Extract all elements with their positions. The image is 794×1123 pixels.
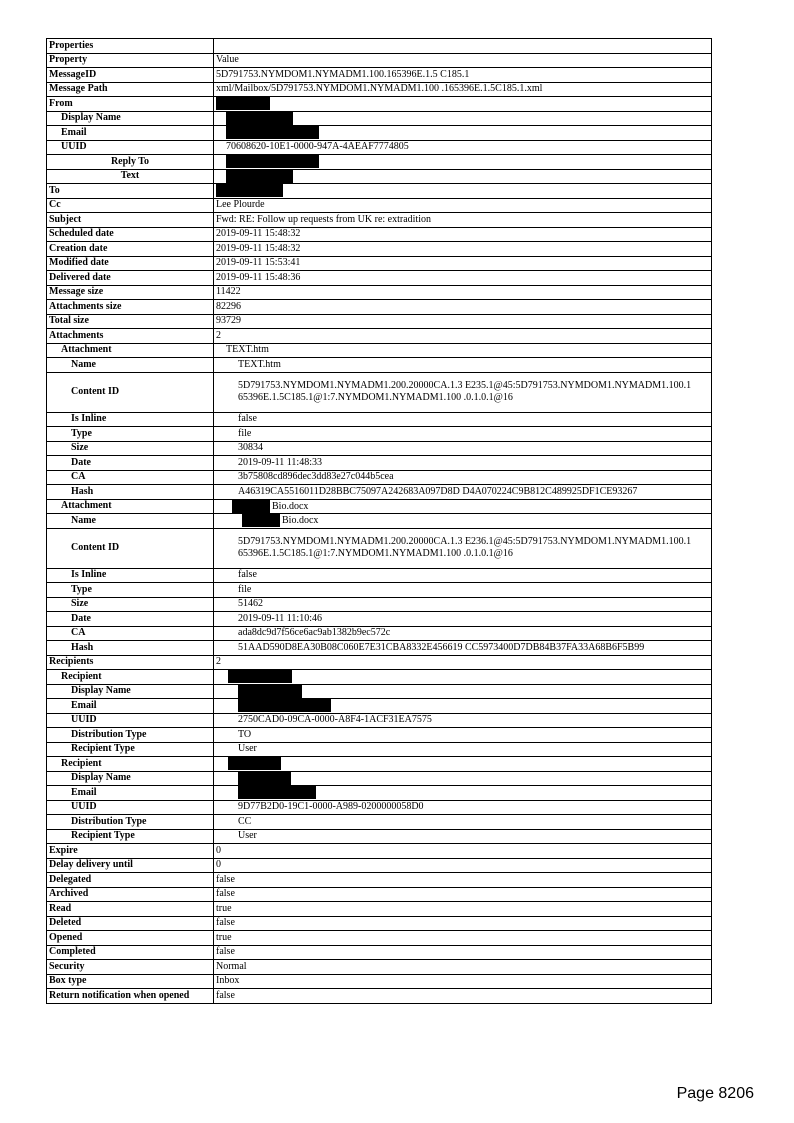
property-row <box>47 597 712 612</box>
property-name: Attachments size <box>47 300 214 315</box>
property-row <box>47 285 712 300</box>
property-row <box>47 111 712 126</box>
property-row <box>47 184 712 199</box>
property-name: Recipients <box>47 655 214 670</box>
property-value-text: 5D791753.NYMDOM1.NYMADM1.100.165396E.1.5 C185.1 <box>216 68 470 80</box>
property-row <box>47 800 712 815</box>
property-value-text: true <box>216 902 232 914</box>
property-row <box>47 757 712 772</box>
property-name: Is Inline <box>47 412 214 427</box>
property-value-text: 30834 <box>238 442 263 454</box>
property-name: Security <box>47 960 214 975</box>
redaction-bar <box>216 97 270 110</box>
property-value <box>214 271 712 286</box>
property-value <box>214 343 712 358</box>
property-name: Return notification when opened <box>47 989 214 1004</box>
property-row <box>47 271 712 286</box>
redaction-bar <box>226 170 293 183</box>
property-value-text: 0 <box>216 859 221 871</box>
property-name: Deleted <box>47 916 214 931</box>
redaction-bar <box>242 514 280 527</box>
property-row <box>47 82 712 97</box>
property-name: Type <box>47 583 214 598</box>
property-row <box>47 945 712 960</box>
property-value-text: Bio.docx <box>282 515 319 527</box>
property-value-text: Bio.docx <box>272 500 309 512</box>
property-row <box>47 300 712 315</box>
property-row <box>47 771 712 786</box>
property-name: CA <box>47 470 214 485</box>
property-value-text: Value <box>216 54 239 66</box>
property-row <box>47 412 712 427</box>
property-name: Attachment <box>47 499 214 514</box>
property-row <box>47 155 712 170</box>
property-row <box>47 670 712 685</box>
property-value-text: TEXT.htm <box>238 358 281 370</box>
property-value <box>214 514 712 529</box>
property-value-text: 0 <box>216 844 221 856</box>
property-row <box>47 528 712 568</box>
property-name: Is Inline <box>47 568 214 583</box>
redaction-bar <box>226 126 319 139</box>
property-value-text: 2750CAD0-09CA-0000-A8F4-1ACF31EA7575 <box>238 714 432 726</box>
property-value-text: ada8dc9d7f56ce6ac9ab1382b9ec572c <box>238 627 391 639</box>
property-value-text: 82296 <box>216 300 241 312</box>
property-value <box>214 485 712 500</box>
property-value-text: file <box>238 583 252 595</box>
property-value <box>214 829 712 844</box>
property-value <box>214 960 712 975</box>
property-value <box>214 786 712 801</box>
redaction-bar <box>238 699 331 712</box>
property-row <box>47 641 712 656</box>
property-value-text: Normal <box>216 960 247 972</box>
redaction-bar <box>226 112 293 125</box>
property-value-text: User <box>238 743 257 755</box>
property-row <box>47 39 712 54</box>
property-row <box>47 786 712 801</box>
property-value <box>214 641 712 656</box>
property-row <box>47 902 712 917</box>
property-value <box>214 815 712 830</box>
property-value <box>214 728 712 743</box>
property-name: Message size <box>47 285 214 300</box>
property-name: UUID <box>47 713 214 728</box>
property-value <box>214 372 712 412</box>
property-name: Attachments <box>47 329 214 344</box>
property-name: Email <box>47 126 214 141</box>
property-value <box>214 412 712 427</box>
property-value-text: false <box>216 888 235 900</box>
redaction-bar <box>228 757 281 770</box>
property-value-text: 93729 <box>216 315 241 327</box>
property-name: Message Path <box>47 82 214 97</box>
property-value <box>214 427 712 442</box>
property-value-text: User <box>238 830 257 842</box>
property-value-text: false <box>238 413 257 425</box>
property-name: Expire <box>47 844 214 859</box>
property-row <box>47 974 712 989</box>
redaction-bar <box>228 670 292 683</box>
property-value <box>214 329 712 344</box>
property-name: Archived <box>47 887 214 902</box>
property-value <box>214 441 712 456</box>
property-name: Opened <box>47 931 214 946</box>
property-value-text: 3b75808cd896dec3dd83e27c044b5cea <box>238 471 394 483</box>
property-row <box>47 213 712 228</box>
property-row <box>47 858 712 873</box>
property-value-text: file <box>238 427 252 439</box>
property-row <box>47 499 712 514</box>
property-value <box>214 858 712 873</box>
property-name: Email <box>47 786 214 801</box>
property-row <box>47 227 712 242</box>
property-row <box>47 844 712 859</box>
property-name: Box type <box>47 974 214 989</box>
property-name: UUID <box>47 800 214 815</box>
property-name: Size <box>47 597 214 612</box>
property-row <box>47 583 712 598</box>
property-name: Text <box>47 169 214 184</box>
property-value <box>214 800 712 815</box>
property-value <box>214 931 712 946</box>
property-value <box>214 612 712 627</box>
property-name: Display Name <box>47 111 214 126</box>
property-value <box>214 626 712 641</box>
property-value <box>214 184 712 199</box>
property-name: Delivered date <box>47 271 214 286</box>
property-value <box>214 568 712 583</box>
property-value-text: false <box>216 946 235 958</box>
property-row <box>47 655 712 670</box>
property-row <box>47 612 712 627</box>
property-row <box>47 684 712 699</box>
properties-table <box>46 38 712 1004</box>
property-value <box>214 699 712 714</box>
property-row <box>47 815 712 830</box>
property-name: Size <box>47 441 214 456</box>
property-value-text: 51462 <box>238 598 263 610</box>
property-row <box>47 441 712 456</box>
property-value-text: 2019-09-11 11:10:46 <box>238 612 322 624</box>
property-name: Name <box>47 514 214 529</box>
property-value <box>214 597 712 612</box>
property-row <box>47 470 712 485</box>
property-value <box>214 528 712 568</box>
property-value <box>214 285 712 300</box>
property-row <box>47 456 712 471</box>
property-name: Type <box>47 427 214 442</box>
property-value <box>214 140 712 155</box>
property-value-text: 2019-09-11 15:53:41 <box>216 257 301 269</box>
property-name: Properties <box>47 39 214 54</box>
property-row <box>47 242 712 257</box>
property-value-text: 2019-09-11 15:48:32 <box>216 242 301 254</box>
property-name: Recipient Type <box>47 742 214 757</box>
property-value-text: A46319CA5516011D28BBC75097A242683A097D8D D4A070224C9B812C489925DF1CE93267 <box>238 485 638 497</box>
property-value <box>214 902 712 917</box>
property-name: Recipient Type <box>47 829 214 844</box>
redaction-bar <box>238 685 302 698</box>
property-name: Date <box>47 456 214 471</box>
property-value <box>214 873 712 888</box>
property-value <box>214 256 712 271</box>
property-row <box>47 358 712 373</box>
property-value-text: 11422 <box>216 286 241 298</box>
property-value-text: 2 <box>216 656 221 668</box>
property-value-text: xml/Mailbox/5D791753.NYMDOM1.NYMADM1.100 .165396E.1.5C185.1.xml <box>216 83 543 95</box>
property-row <box>47 887 712 902</box>
property-row <box>47 514 712 529</box>
property-row <box>47 626 712 641</box>
property-name: Email <box>47 699 214 714</box>
property-value <box>214 989 712 1004</box>
property-name: Hash <box>47 641 214 656</box>
property-row <box>47 728 712 743</box>
property-value-text: 2 <box>216 329 221 341</box>
property-value <box>214 198 712 213</box>
property-name: Display Name <box>47 771 214 786</box>
property-name: Date <box>47 612 214 627</box>
property-value <box>214 111 712 126</box>
property-name: Recipient <box>47 757 214 772</box>
property-value <box>214 82 712 97</box>
property-row <box>47 485 712 500</box>
property-name: Content ID <box>47 372 214 412</box>
page-number: Page 8206 <box>676 1085 754 1102</box>
property-name: Distribution Type <box>47 815 214 830</box>
property-name: Attachment <box>47 343 214 358</box>
property-value-text: TO <box>238 728 252 740</box>
property-row <box>47 68 712 83</box>
property-row <box>47 372 712 412</box>
property-row <box>47 198 712 213</box>
property-name: Property <box>47 53 214 68</box>
property-value <box>214 53 712 68</box>
property-value-text: 2019-09-11 11:48:33 <box>238 456 322 468</box>
property-name: From <box>47 97 214 112</box>
property-value <box>214 713 712 728</box>
property-value <box>214 155 712 170</box>
property-value <box>214 242 712 257</box>
property-value <box>214 39 712 54</box>
property-name: Completed <box>47 945 214 960</box>
property-row <box>47 829 712 844</box>
property-name: Content ID <box>47 528 214 568</box>
property-row <box>47 931 712 946</box>
property-value <box>214 213 712 228</box>
property-name: Total size <box>47 314 214 329</box>
property-row <box>47 314 712 329</box>
property-value <box>214 169 712 184</box>
property-value <box>214 844 712 859</box>
property-value <box>214 470 712 485</box>
property-value-text: false <box>216 989 235 1001</box>
property-value <box>214 742 712 757</box>
property-name: Display Name <box>47 684 214 699</box>
property-name: Hash <box>47 485 214 500</box>
property-value <box>214 68 712 83</box>
property-name: MessageID <box>47 68 214 83</box>
property-value <box>214 916 712 931</box>
property-value <box>214 227 712 242</box>
property-value <box>214 499 712 514</box>
property-row <box>47 427 712 442</box>
property-row <box>47 989 712 1004</box>
property-name: Cc <box>47 198 214 213</box>
property-value <box>214 583 712 598</box>
property-value-text: Inbox <box>216 975 240 987</box>
property-value-text: CC <box>238 815 252 827</box>
property-value-text: 5D791753.NYMDOM1.NYMADM1.200.20000CA.1.3 E236.1@45:5D791753.NYMDOM1.NYMADM1.100.1 65396E.1.5C185.1@1:7.NYMDOM1.NYMADM1.100 .0.1.0.1@16 <box>238 535 692 559</box>
property-value-text: Lee Plourde <box>216 199 265 211</box>
property-row <box>47 873 712 888</box>
property-value <box>214 300 712 315</box>
property-value-text: 9D77B2D0-19C1-0000-A989-0200000058D0 <box>238 801 424 813</box>
property-name: Name <box>47 358 214 373</box>
redaction-bar <box>238 786 316 799</box>
property-value-text: 2019-09-11 15:48:32 <box>216 228 301 240</box>
property-value-text: Fwd: RE: Follow up requests from UK re: extradition <box>216 213 431 225</box>
property-name: Subject <box>47 213 214 228</box>
property-name: Read <box>47 902 214 917</box>
property-value <box>214 757 712 772</box>
property-value <box>214 97 712 112</box>
property-row <box>47 713 712 728</box>
property-row <box>47 53 712 68</box>
property-row <box>47 169 712 184</box>
property-value-text: false <box>216 917 235 929</box>
property-row <box>47 568 712 583</box>
property-row <box>47 916 712 931</box>
property-name: Delay delivery until <box>47 858 214 873</box>
property-value <box>214 945 712 960</box>
property-name: Delegated <box>47 873 214 888</box>
property-value-text: false <box>216 873 235 885</box>
property-value-text: true <box>216 931 232 943</box>
property-name: UUID <box>47 140 214 155</box>
property-value <box>214 358 712 373</box>
property-value <box>214 126 712 141</box>
property-name: CA <box>47 626 214 641</box>
property-value-text: TEXT.htm <box>226 344 269 356</box>
redaction-bar <box>216 184 283 197</box>
property-row <box>47 960 712 975</box>
property-name: Scheduled date <box>47 227 214 242</box>
property-value-text: 70608620-10E1-0000-947A-4AEAF7774805 <box>226 141 409 153</box>
property-name: Creation date <box>47 242 214 257</box>
property-value <box>214 670 712 685</box>
property-row <box>47 742 712 757</box>
property-name: To <box>47 184 214 199</box>
property-name: Recipient <box>47 670 214 685</box>
property-name: Distribution Type <box>47 728 214 743</box>
property-row <box>47 329 712 344</box>
property-value-text: 5D791753.NYMDOM1.NYMADM1.200.20000CA.1.3 E235.1@45:5D791753.NYMDOM1.NYMADM1.100.1 65396E.1.5C185.1@1:7.NYMDOM1.NYMADM1.100 .0.1.0.1@16 <box>238 379 692 403</box>
property-value-text: 2019-09-11 15:48:36 <box>216 271 301 283</box>
redaction-bar <box>226 155 319 168</box>
property-name: Reply To <box>47 155 214 170</box>
property-row <box>47 97 712 112</box>
property-value-text: 51AAD590D8EA30B08C060E7E31CBA8332E456619 CC5973400D7DB84B37FA33A68B6F5B99 <box>238 641 645 653</box>
redaction-bar <box>232 500 270 513</box>
property-value <box>214 456 712 471</box>
property-value <box>214 771 712 786</box>
property-row <box>47 343 712 358</box>
property-value <box>214 314 712 329</box>
property-value <box>214 684 712 699</box>
property-value-text: false <box>238 569 257 581</box>
redaction-bar <box>238 772 291 785</box>
property-name: Modified date <box>47 256 214 271</box>
property-row <box>47 140 712 155</box>
property-value <box>214 974 712 989</box>
property-row <box>47 126 712 141</box>
property-row <box>47 699 712 714</box>
property-value <box>214 887 712 902</box>
property-value <box>214 655 712 670</box>
property-row <box>47 256 712 271</box>
